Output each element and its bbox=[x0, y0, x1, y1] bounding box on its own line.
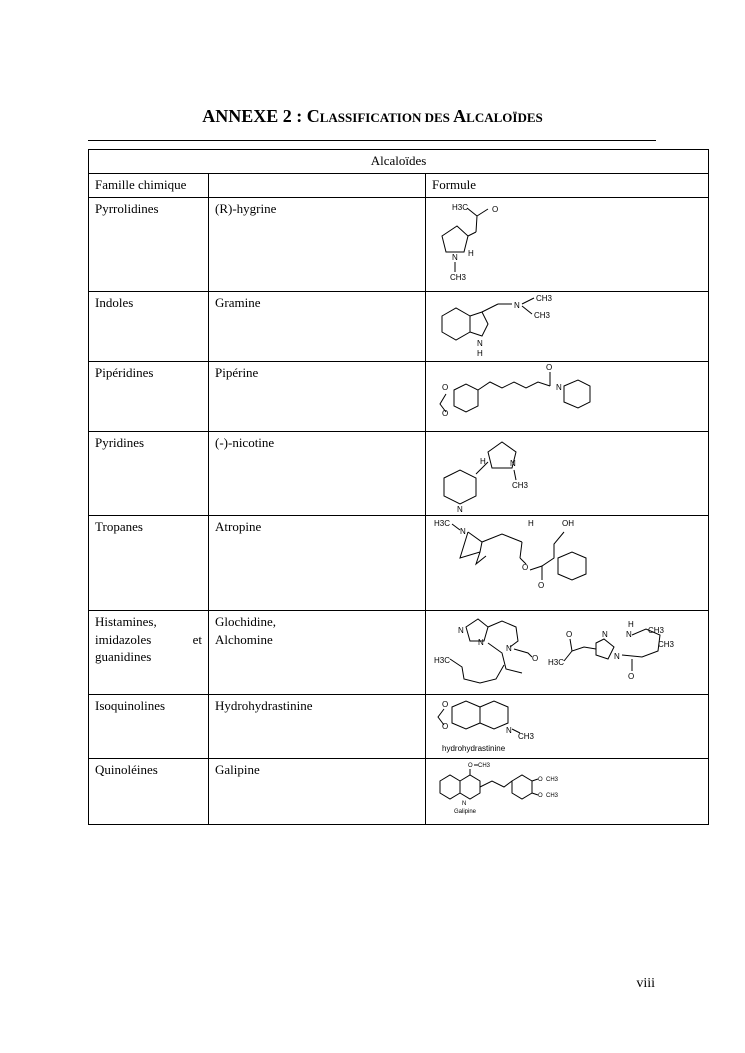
svg-text:O: O bbox=[442, 722, 449, 731]
svg-text:N: N bbox=[458, 626, 464, 635]
svg-text:CH3: CH3 bbox=[546, 793, 559, 799]
family-cell: Indoles bbox=[89, 292, 209, 362]
family-cell: Pyrrolidines bbox=[89, 198, 209, 292]
name-cell: (R)-hygrine bbox=[209, 198, 426, 292]
table-row bbox=[89, 198, 709, 292]
name-cell: Hydrohydrastinine bbox=[209, 695, 426, 759]
svg-text:O: O bbox=[468, 763, 473, 769]
family-cell: Tropanes bbox=[89, 516, 209, 611]
svg-text:CH3: CH3 bbox=[534, 311, 551, 320]
galipine-structure bbox=[432, 761, 582, 821]
svg-text:O: O bbox=[442, 383, 449, 392]
gramine-structure bbox=[432, 294, 582, 358]
formula-cell bbox=[426, 695, 709, 759]
svg-text:O: O bbox=[522, 563, 529, 572]
formula-cell bbox=[426, 432, 709, 516]
svg-text:hydrohydrastinine: hydrohydrastinine bbox=[442, 744, 506, 753]
svg-text:O: O bbox=[566, 630, 573, 639]
table-row bbox=[89, 432, 709, 516]
table-caption: Alcaloïdes bbox=[89, 150, 709, 174]
svg-text:O: O bbox=[546, 364, 553, 372]
svg-text:N: N bbox=[462, 801, 467, 807]
formula-cell bbox=[426, 611, 709, 695]
svg-text:N: N bbox=[506, 726, 512, 735]
svg-text:N: N bbox=[556, 383, 562, 392]
svg-text:O: O bbox=[442, 409, 449, 418]
atropine-structure bbox=[432, 518, 622, 607]
name-cell: Gramine bbox=[209, 292, 426, 362]
header-name bbox=[209, 174, 426, 198]
formula-cell bbox=[426, 292, 709, 362]
svg-text:O: O bbox=[628, 672, 635, 681]
table-row bbox=[89, 695, 709, 759]
svg-text:N: N bbox=[614, 652, 620, 661]
glochidine-structure bbox=[432, 613, 702, 691]
title-rule bbox=[88, 140, 656, 141]
family-cell: Quinoléines bbox=[89, 759, 209, 825]
svg-text:O: O bbox=[538, 581, 545, 590]
svg-text:O: O bbox=[538, 793, 543, 799]
svg-text:H3C: H3C bbox=[548, 658, 565, 667]
table-row bbox=[89, 516, 709, 611]
hygrine-structure bbox=[432, 200, 552, 288]
family-cell: Pyridines bbox=[89, 432, 209, 516]
svg-text:CH3: CH3 bbox=[478, 763, 491, 769]
svg-text:N: N bbox=[477, 339, 483, 348]
svg-text:O: O bbox=[492, 205, 499, 214]
svg-text:N: N bbox=[478, 638, 484, 647]
hydrohydrastinine-structure bbox=[432, 697, 572, 755]
svg-text:H: H bbox=[477, 349, 483, 358]
svg-text:N: N bbox=[506, 644, 512, 653]
svg-text:N: N bbox=[452, 253, 458, 262]
family-cell: Histamines, imidazoles et guanidines bbox=[89, 611, 209, 695]
svg-text:CH3: CH3 bbox=[648, 626, 665, 635]
svg-text:O: O bbox=[442, 700, 449, 709]
svg-text:H: H bbox=[628, 620, 634, 629]
table-row bbox=[89, 759, 709, 825]
alkaloid-table bbox=[88, 149, 709, 825]
name-cell: Glochidine, Alchomine bbox=[209, 611, 426, 695]
svg-text:OH: OH bbox=[562, 519, 574, 528]
svg-text:N: N bbox=[514, 301, 520, 310]
svg-text:H3C: H3C bbox=[452, 203, 469, 212]
svg-text:CH3: CH3 bbox=[536, 294, 553, 303]
svg-text:H: H bbox=[468, 249, 474, 258]
formula-cell bbox=[426, 362, 709, 432]
svg-text:N: N bbox=[460, 527, 466, 536]
svg-text:N: N bbox=[510, 459, 516, 468]
svg-text:H3C: H3C bbox=[434, 656, 451, 665]
table-row bbox=[89, 611, 709, 695]
svg-text:N: N bbox=[626, 630, 632, 639]
svg-text:H: H bbox=[480, 457, 486, 466]
svg-text:Galipine: Galipine bbox=[454, 809, 477, 815]
formula-cell bbox=[426, 516, 709, 611]
page-number: viii bbox=[636, 976, 655, 991]
table-row bbox=[89, 362, 709, 432]
svg-text:O: O bbox=[538, 777, 543, 783]
page-title: ANNEXE 2 : CLASSIFICATION DES ALCALOÏDES bbox=[202, 106, 543, 126]
family-cell: Isoquinolines bbox=[89, 695, 209, 759]
svg-text:H: H bbox=[528, 519, 534, 528]
svg-text:H3C: H3C bbox=[434, 519, 451, 528]
name-cell: Atropine bbox=[209, 516, 426, 611]
svg-text:CH3: CH3 bbox=[546, 777, 559, 783]
header-family: Famille chimique bbox=[89, 174, 209, 198]
svg-text:N: N bbox=[457, 505, 463, 512]
svg-text:CH3: CH3 bbox=[518, 732, 535, 741]
nicotine-structure bbox=[432, 434, 552, 512]
table-row bbox=[89, 292, 709, 362]
header-formula: Formule bbox=[426, 174, 709, 198]
name-cell: Galipine bbox=[209, 759, 426, 825]
family-cell: Pipéridines bbox=[89, 362, 209, 432]
svg-text:CH3: CH3 bbox=[512, 481, 529, 490]
svg-text:CH3: CH3 bbox=[450, 273, 467, 282]
svg-text:CH3: CH3 bbox=[658, 640, 675, 649]
name-cell: (-)-nicotine bbox=[209, 432, 426, 516]
piperine-structure bbox=[432, 364, 607, 428]
svg-text:N: N bbox=[602, 630, 608, 639]
formula-cell bbox=[426, 198, 709, 292]
svg-text:O: O bbox=[532, 654, 539, 663]
name-cell: Pipérine bbox=[209, 362, 426, 432]
formula-cell bbox=[426, 759, 709, 825]
